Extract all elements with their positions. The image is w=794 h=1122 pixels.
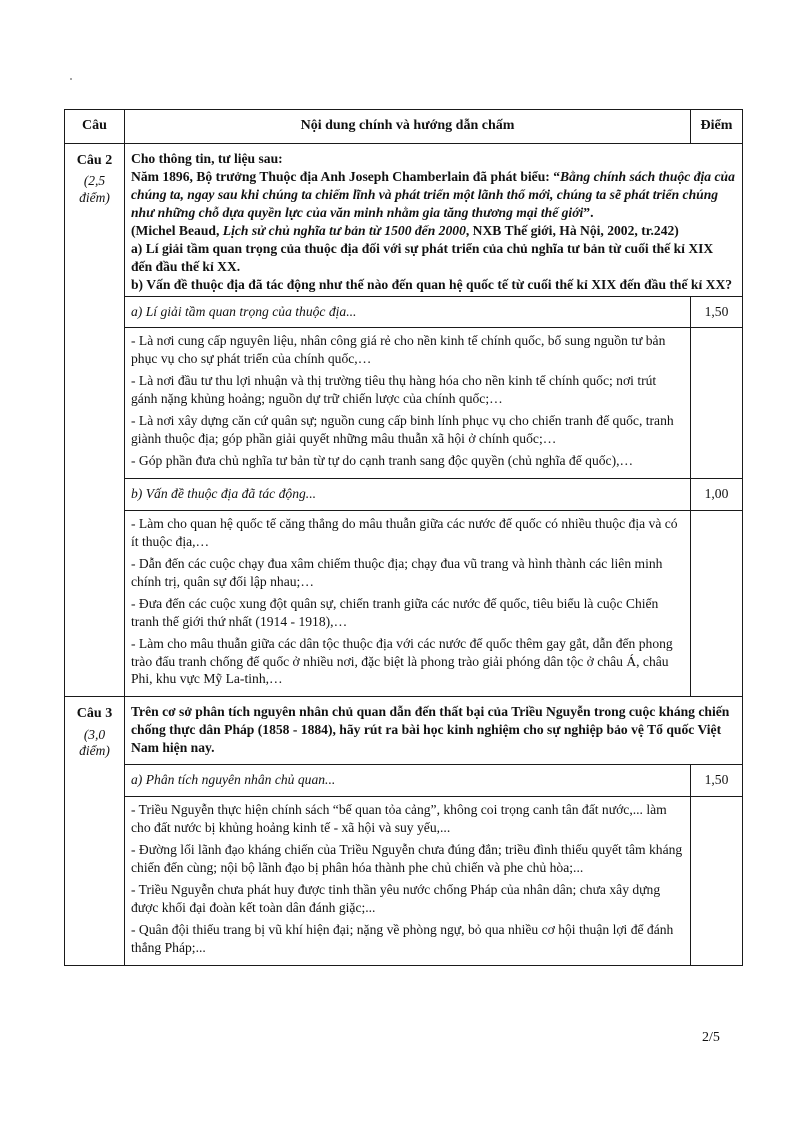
answer-key-table [64,109,743,966]
list-item: - Đưa đến các cuộc xung đột quân sự, chiến tranh giữa các nước đế quốc, tiêu biểu là cuộc Chiến tranh thế giới thứ nhất (1914 - 1918),… [131,595,659,629]
q2-question-a: a) Lí giải tầm quan trọng của thuộc địa đối với sự phát triển của chủ nghĩa tư bản từ cuối thế kỉ XIX đến đầu thế kỉ XX. [131,240,714,274]
table-header-row [65,110,743,144]
q3-part-a-body-row [65,797,743,966]
q2-intro: Cho thông tin, tư liệu sau: [131,151,283,166]
q2-part-a-row [65,296,743,328]
q2-part-b-label: b) Vấn đề thuộc địa đã tác động... [125,479,691,511]
q3-points-total: (3,0 điểm) [79,726,110,759]
list-item: - Dẫn đến các cuộc chạy đua xâm chiếm thuộc địa; chạy đua vũ trang và hình thành các liên minh chính trị, quân sự đối lập nhau;… [131,555,663,589]
list-item: - Quân đội thiếu trang bị vũ khí hiện đại; nặng về phòng ngự, bỏ qua nhiều cơ hội thuận lợi để đánh thắng Pháp;... [131,921,674,955]
q3-number: Câu 3 [76,706,113,722]
list-item: - Là nơi xây dựng căn cứ quân sự; nguồn cung cấp binh lính phục vụ cho chiến tranh đế quốc, tranh giành thuộc địa; góp phần giải quyết những mâu thuẫn xã hội ở chính quốc;… [131,413,674,447]
answer-key-page [64,109,742,966]
q2-question-b: b) Vấn đề thuộc địa đã tác động như thế nào đến quan hệ quốc tế từ cuối thế kỉ XIX đến đầu thế kỉ XX? [131,276,733,292]
q2-part-a-points: 1,50 [691,296,743,328]
list-item: - Là nơi cung cấp nguyên liệu, nhân công giá rẻ cho nền kinh tế chính quốc, bổ sung nguồn tư bản phục vụ cho sự phát triển của chính quốc,… [131,333,666,367]
q3-stem [125,697,743,765]
list-item: - Triều Nguyễn thực hiện chính sách “bế quan tỏa cảng”, không coi trọng canh tân đất nước,... làm cho đất nước bị khủng hoảng kinh tế - xã hội và suy yếu,... [131,802,667,836]
q3-part-a-label: a) Phân tích nguyên nhân chủ quan... [125,765,691,797]
q2-quote: Năm 1896, Bộ trưởng Thuộc địa Anh Joseph Chamberlain đã phát biểu: “Bằng chính sách thuộc địa của chúng ta, ngay sau khi chúng ta chiếm lĩnh và phát triển một lãnh thổ mới, chúng ta sẽ phát triển chúng như những chỗ dựa quyền lực của văn minh nhằm gia tăng thương mại thế giới”. [131,168,735,220]
q2-part-b-body-row [65,510,743,696]
q2-part-b-row [65,479,743,511]
q3-part-a-row [65,765,743,797]
q3-part-a-points: 1,50 [691,765,743,797]
list-item: - Góp phần đưa chủ nghĩa tư bản từ tự do cạnh tranh sang độc quyền (chủ nghĩa đế quốc),… [131,453,634,469]
header-diem: Điểm [691,110,743,144]
q2-part-a-answers [125,328,691,479]
list-item: - Làm cho mâu thuẫn giữa các dân tộc thuộc địa với các nước đế quốc thêm gay gắt, dẫn đến phong trào đấu tranh chống đế quốc ở nhiều nơi, đặc biệt là phong trào giải phóng dân tộc ở châu Á, châu Phi, khu vực Mỹ La-tinh,… [131,635,673,687]
q2-points-total: (2,5 điểm) [79,173,110,205]
q2-source: (Michel Beaud, Lịch sử chủ nghĩa tư bản từ 1500 đến 2000, NXB Thế giới, Hà Nội, 2002, tr.242) [131,222,679,238]
q2-number: Câu 2 [76,153,113,168]
page-number: 2/5 [702,1030,720,1045]
header-cau: Câu [65,110,125,144]
q3-number-cell [65,697,125,965]
q3-question: Trên cơ sở phân tích nguyên nhân chủ quan dẫn đến thất bại của Triều Nguyễn trong cuộc kháng chiến chống thực dân Pháp (1858 - 1884), hãy rút ra bài học kinh nghiệm cho sự nghiệp bảo vệ Tổ quốc Việt Nam hiện nay. [131,704,730,756]
header-noi-dung: Nội dung chính và hướng dẫn chấm [125,110,691,144]
q3-part-a-answers [125,797,691,966]
q2-part-b-points-empty [691,510,743,696]
q2-stem [125,144,743,297]
list-item: - Là nơi đầu tư thu lợi nhuận và thị trường tiêu thụ hàng hóa cho nền kinh tế chính quốc; nơi trút gánh nặng khủng hoảng; nguồn dự trữ chiến lược của chính quốc;… [131,373,657,407]
scan-speck [70,78,72,80]
q2-part-a-label: a) Lí giải tầm quan trọng của thuộc địa... [125,296,691,328]
q3-part-a-points-empty [691,797,743,966]
q2-part-b-answers [125,510,691,696]
list-item: - Đường lối lãnh đạo kháng chiến của Triều Nguyễn chưa đúng đắn; triều đình thiếu quyết tâm kháng chiến đến cùng; nội bộ lãnh đạo bị phân hóa thành phe chủ chiến và phe chủ hòa;... [131,842,683,875]
q2-part-a-body-row [65,328,743,479]
q2-stem-row [65,144,743,297]
q2-part-b-points: 1,00 [691,479,743,511]
list-item: - Làm cho quan hệ quốc tế căng thẳng do mâu thuẫn giữa các nước đế quốc có nhiều thuộc địa và có ít thuộc địa,… [131,515,678,549]
q2-part-a-points-empty [691,328,743,479]
list-item: - Triều Nguyễn chưa phát huy được tinh thần yêu nước chống Pháp của nhân dân; chưa xây dựng được khối đại đoàn kết toàn dân đánh giặc;... [131,881,661,915]
q3-stem-row [65,697,743,765]
q2-number-cell [65,144,125,697]
